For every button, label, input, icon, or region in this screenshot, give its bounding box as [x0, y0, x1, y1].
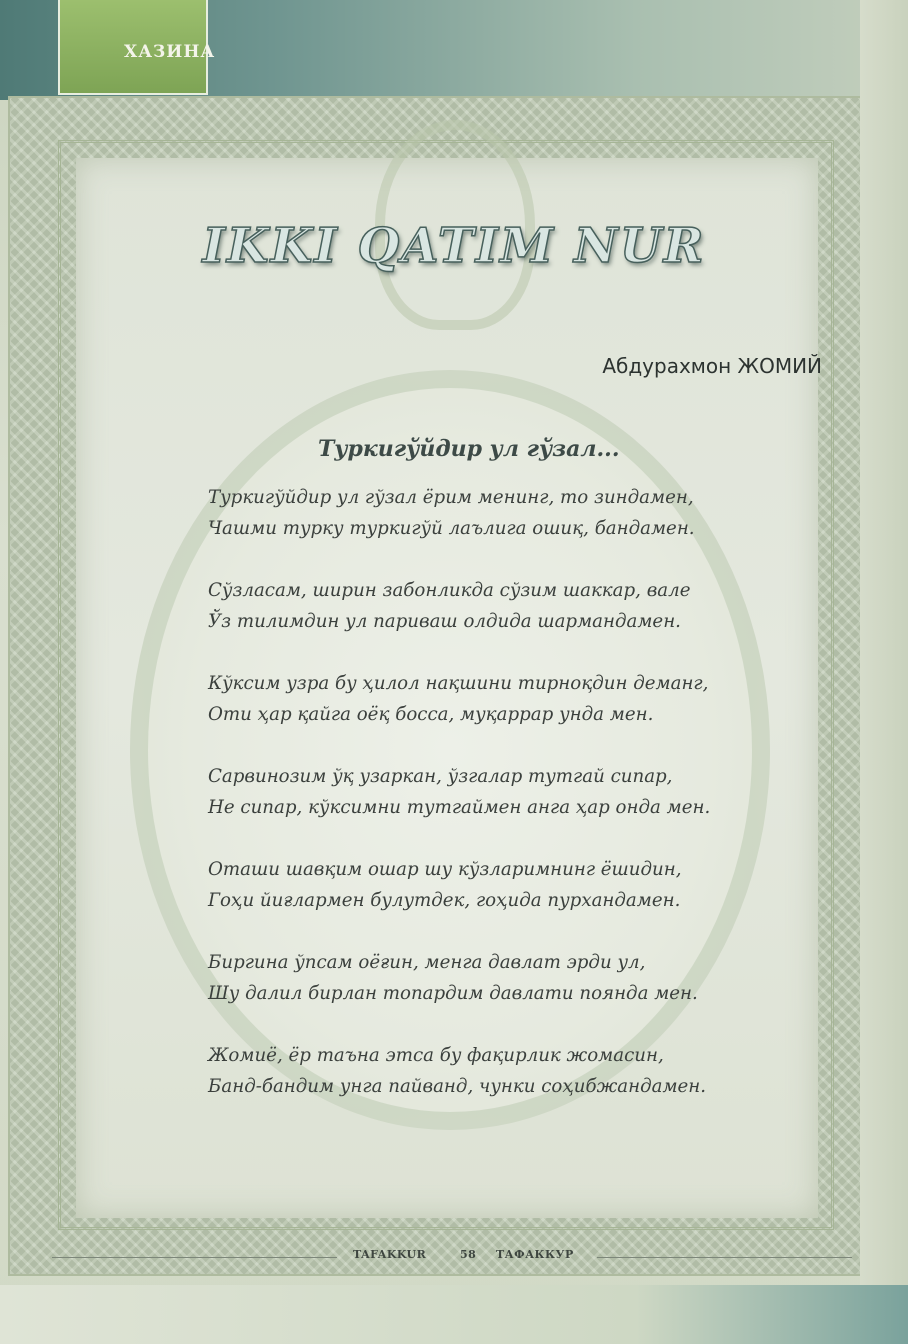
author-name: Абдурахмон ЖОМИЙ — [602, 354, 822, 378]
poem-line: Жомиё, ёр таъна этса бу фақирлик жомасин, — [208, 1045, 664, 1066]
stanza — [208, 854, 828, 947]
poem-line: Сўзласам, ширин забонликда сўзим шаккар, вале — [208, 580, 691, 601]
stanza — [208, 947, 828, 1040]
stanza — [208, 575, 828, 668]
footer-rule — [597, 1257, 852, 1258]
footer-magazine-latin: TAFAKKUR — [353, 1248, 427, 1261]
bottom-band — [0, 1285, 908, 1344]
poem-title: Туркигўйдир ул гўзал... — [318, 436, 620, 462]
poem-line: Ўз тилимдин ул париваш олдида шармандамен. — [208, 611, 681, 632]
stanza — [208, 1040, 828, 1133]
poem-line: Чашми турку туркигўй лаълига ошиқ, бандамен. — [208, 518, 695, 539]
poem-line: Туркигўйдир ул гўзал ёрим менинг, то зиндамен, — [208, 487, 694, 508]
poem-line: Шу далил бирлан топардим давлати поянда мен. — [208, 983, 698, 1004]
poem-line: Оти ҳар қайга оёқ босса, муқаррар унда мен. — [208, 704, 654, 725]
poem-line: Кўксим узра бу ҳилол нақшини тирноқдин деманг, — [208, 673, 709, 694]
page-number: 58 — [460, 1248, 477, 1261]
stanza — [208, 761, 828, 854]
section-label: ХАЗИНА — [124, 42, 216, 62]
poem-line: Не сипар, кўксимни тутгаймен анга ҳар онда мен. — [208, 797, 711, 818]
right-margin-strip — [860, 0, 908, 1344]
poem-line: Банд-бандим унга пайванд, чунки соҳибжандамен. — [208, 1076, 707, 1097]
footer-magazine-cyrillic: ТАФАККУР — [496, 1248, 574, 1261]
stanza — [208, 668, 828, 761]
stanza — [208, 482, 828, 575]
poem-line: Биргина ўпсам оёғин, менга давлат эрди ул, — [208, 952, 646, 973]
page-footer — [52, 1246, 852, 1268]
footer-rule — [52, 1257, 337, 1258]
poem-line: Сарвинозим ўқ узаркан, ўзгалар тутгай сипар, — [208, 766, 673, 787]
poem-line: Гоҳи йиғлармен булутдек, гоҳида пурхандамен. — [208, 890, 681, 911]
page-title: IKKI QATIM NUR — [202, 218, 706, 274]
poem-body — [208, 482, 828, 1133]
poem-line: Оташи шавқим ошар шу кўзларимнинг ёшидин, — [208, 859, 682, 880]
